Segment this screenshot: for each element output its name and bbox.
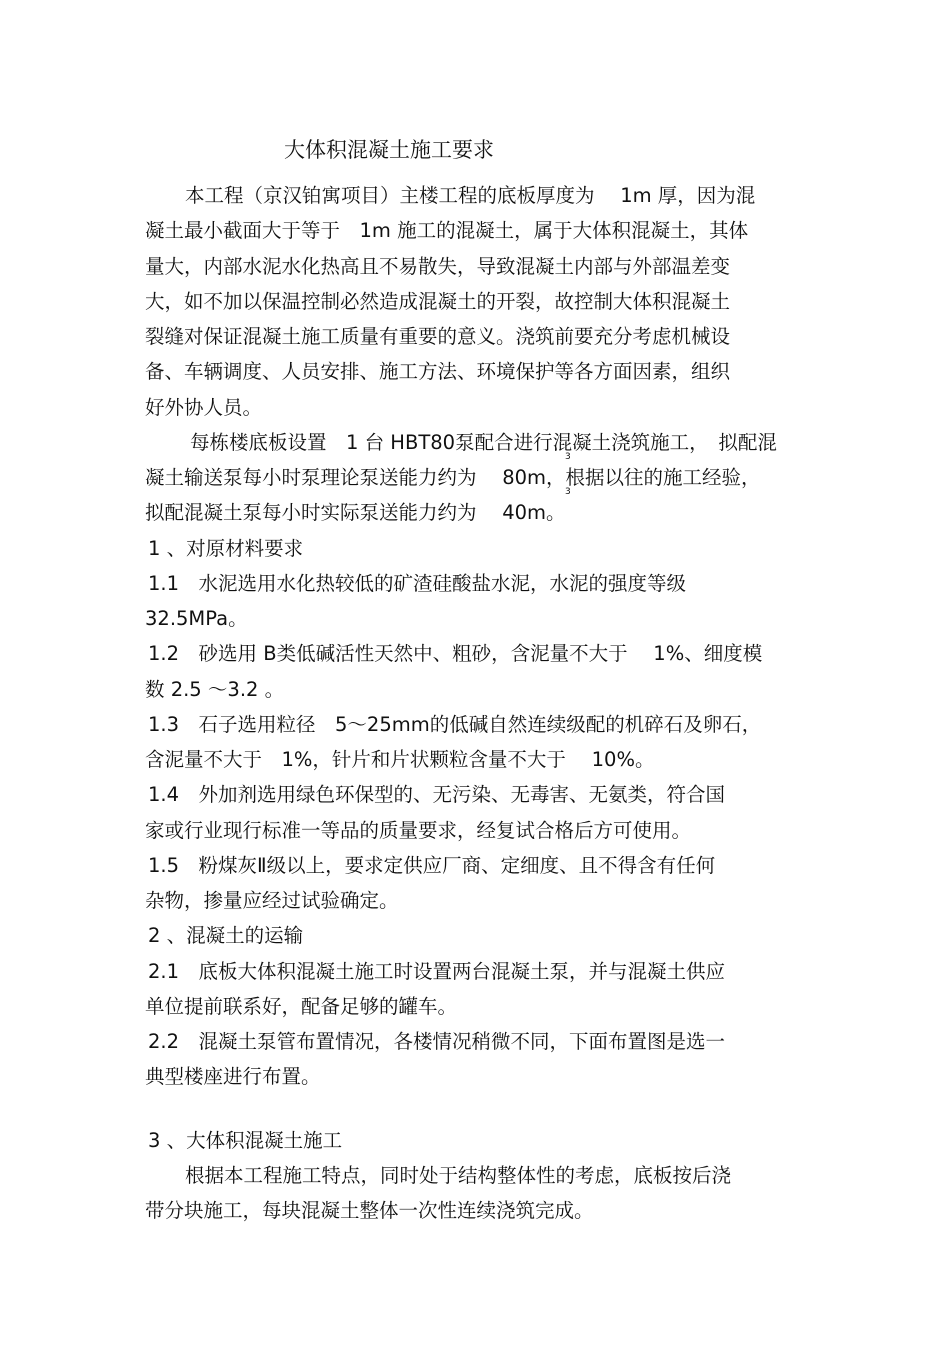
list-item: 1.5 粉煤灰Ⅱ级以上，要求定供应厂商、定细度、且不得含有任何 <box>148 854 716 877</box>
paragraph-line: 备、车辆调度、人员安排、施工方法、环境保护等各方面因素，组织 <box>145 360 731 383</box>
paragraph-line: 每栋楼底板设置 1 台 HBT80泵配合进行混凝土浇筑施工， 拟配混 <box>190 431 777 454</box>
list-item: 1.3 石子选用粒径 5～25mm的低碱自然连续级配的机碎石及卵石， <box>148 713 762 736</box>
paragraph-line: 拟配混凝土泵每小时实际泵送能力约为 40m。 <box>145 501 566 524</box>
page-title: 大体积混凝土施工要求 <box>284 138 494 162</box>
paragraph-line: 根据本工程施工特点，同时处于结构整体性的考虑，底板按后浇 <box>185 1164 732 1187</box>
list-item: 1.2 砂选用 B类低碱活性天然中、粗砂，含泥量不大于 1%、细度模 <box>148 642 763 665</box>
paragraph-line: 好外协人员。 <box>145 396 263 419</box>
paragraph-line: 大，如不加以保温控制必然造成混凝土的开裂，故控制大体积混凝土 <box>145 290 731 313</box>
superscript-3: 3 <box>565 452 571 462</box>
paragraph-line: 本工程（京汉铂寓项目）主楼工程的底板厚度为 1m 厚，因为混 <box>185 184 756 207</box>
section-heading: 3 、大体积混凝土施工 <box>148 1129 343 1152</box>
list-item: 1.4 外加剂选用绿色环保型的、无污染、无毒害、无氨类，符合国 <box>148 783 726 806</box>
section-heading: 1 、对原材料要求 <box>148 537 304 560</box>
superscript-3: 3 <box>565 487 571 497</box>
section-heading: 2 、混凝土的运输 <box>148 924 304 947</box>
paragraph-line: 凝土输送泵每小时泵理论泵送能力约为 80m，根据以往的施工经验， <box>145 466 761 489</box>
list-item: 32.5MPa。 <box>145 607 248 630</box>
list-item: 2.2 混凝土泵管布置情况，各楼情况稍微不同，下面布置图是选一 <box>148 1030 726 1053</box>
list-item: 家或行业现行标准一等品的质量要求，经复试合格后方可使用。 <box>145 819 692 842</box>
paragraph-line: 凝土最小截面大于等于 1m 施工的混凝土，属于大体积混凝土，其体 <box>145 219 749 242</box>
list-item: 1.1 水泥选用水化热较低的矿渣硅酸盐水泥，水泥的强度等级 <box>148 572 687 595</box>
list-item: 杂物，掺量应经过试验确定。 <box>145 889 399 912</box>
paragraph-line: 裂缝对保证混凝土施工质量有重要的意义。浇筑前要充分考虑机械设 <box>145 325 731 348</box>
paragraph-line: 带分块施工，每块混凝土整体一次性连续浇筑完成。 <box>145 1199 594 1222</box>
paragraph-line: 量大，内部水泥水化热高且不易散失，导致混凝土内部与外部温差变 <box>145 255 731 278</box>
list-item: 单位提前联系好，配备足够的罐车。 <box>145 995 458 1018</box>
list-item: 数 2.5 ～3.2 。 <box>145 678 285 701</box>
list-item: 典型楼座进行布置。 <box>145 1065 321 1088</box>
list-item: 含泥量不大于 1%，针片和片状颗粒含量不大于 10%。 <box>145 748 655 771</box>
list-item: 2.1 底板大体积混凝土施工时设置两台混凝土泵，并与混凝土供应 <box>148 960 726 983</box>
